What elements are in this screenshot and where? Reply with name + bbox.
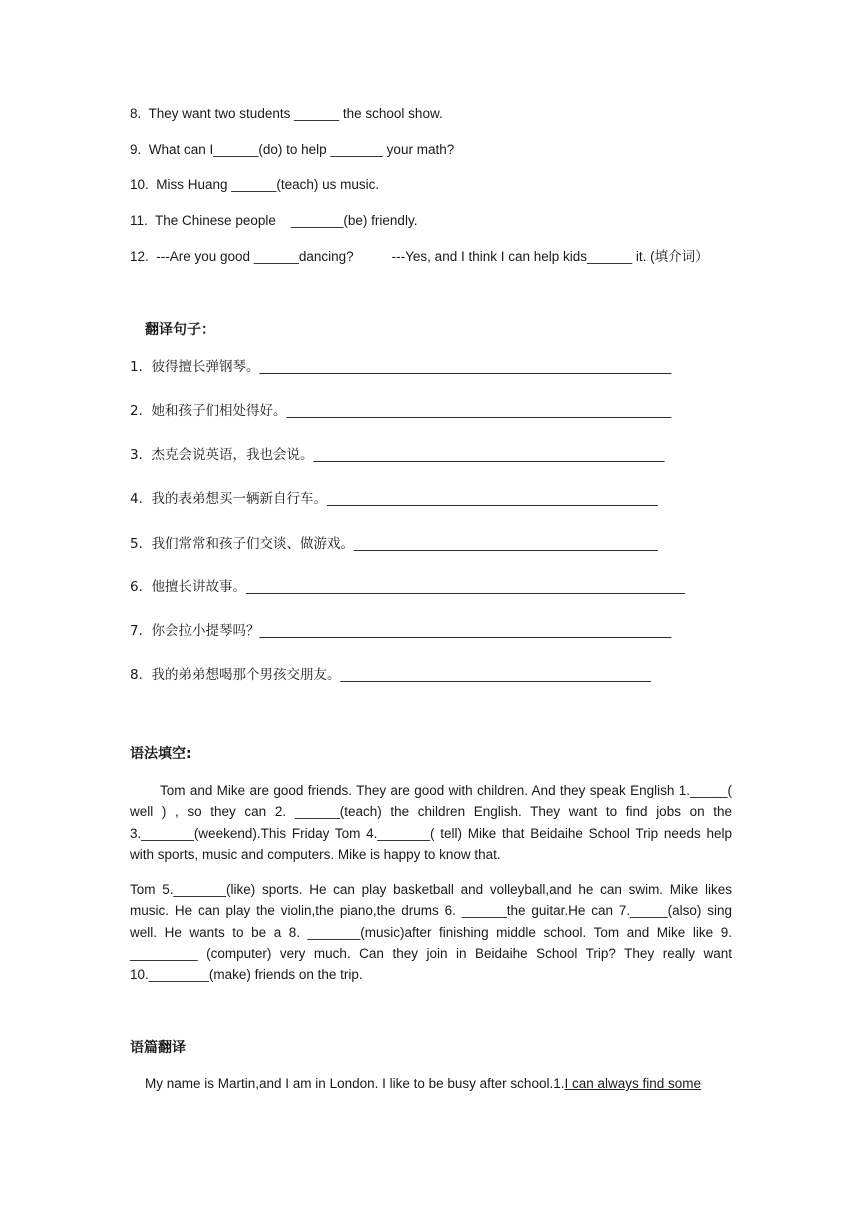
grammar-paragraph-2: [130, 879, 732, 985]
passage-text-plain: My name is Martin,and I am in London. I like to be busy after school.1.: [145, 1076, 565, 1091]
translate-item: 8. 我的弟弟想喝那个男孩交朋友。______________________________________________: [130, 667, 651, 683]
grammar-paragraph-2-text: Tom 5._______(like) sports. He can play basketball and volleyball,and he can swim. Mike likes music. He can play the violin,the piano,the drums 6. ______the guitar.He can 7._____(also) sing well. He wants to be a 8. _______(music)after finishing middle school. Tom and Mike like 9. _________ (computer) very much. Can they join in Beidaihe School Trip? They really want 10.________(make) friends on the trip.: [130, 882, 732, 983]
translate-heading: 翻译句子：: [145, 322, 215, 338]
translate-item: 4. 我的表弟想买一辆新自行车。_________________________________________________: [130, 491, 658, 507]
fill-item-9: 9. What can I______(do) to help _______ your math?: [130, 142, 455, 157]
fill-item-10: 10. Miss Huang ______(teach) us music.: [130, 177, 380, 192]
grammar-paragraph-1-text: Tom and Mike are good friends. They are good with children. And they speak English 1._____( well ) , so they can 2. ______(teach) the children English. They want to find jobs on the 3._______(weekend).This Friday Tom 4._______( tell) Mike that Beidaihe School Trip needs help with sports, music and computers. Mike is happy to know that.: [130, 783, 732, 862]
passage-heading: 语篇翻译: [130, 1040, 186, 1056]
fill-item-12-answer: ---Yes, and I think I can help kids______ it. (填介词）: [391, 249, 709, 264]
translate-item: 2. 她和孩子们相处得好。_________________________________________________________: [130, 403, 672, 419]
translate-item: 7. 你会拉小提琴吗？_____________________________________________________________: [130, 623, 672, 639]
translate-item: 1. 彼得擅长弹钢琴。_____________________________________________________________: [130, 359, 672, 375]
translate-item: 6. 他擅长讲故事。_________________________________________________________________: [130, 579, 685, 595]
grammar-heading: 语法填空:: [130, 746, 192, 762]
translate-item: 5. 我们常常和孩子们交谈、做游戏。_____________________________________________: [130, 536, 658, 552]
fill-item-12: [130, 248, 709, 266]
passage-text-underlined: I can always find some: [564, 1076, 702, 1091]
translate-item: 3. 杰克会说英语，我也会说。____________________________________________________: [130, 447, 665, 463]
fill-item-12-question: 12. ---Are you good ______dancing?: [130, 249, 354, 264]
fill-item-11: 11. The Chinese people _______(be) friendly.: [130, 213, 418, 228]
passage-text: [145, 1075, 701, 1093]
grammar-paragraph-1: [130, 780, 732, 865]
fill-item-8: 8. They want two students ______ the school show.: [130, 106, 443, 121]
